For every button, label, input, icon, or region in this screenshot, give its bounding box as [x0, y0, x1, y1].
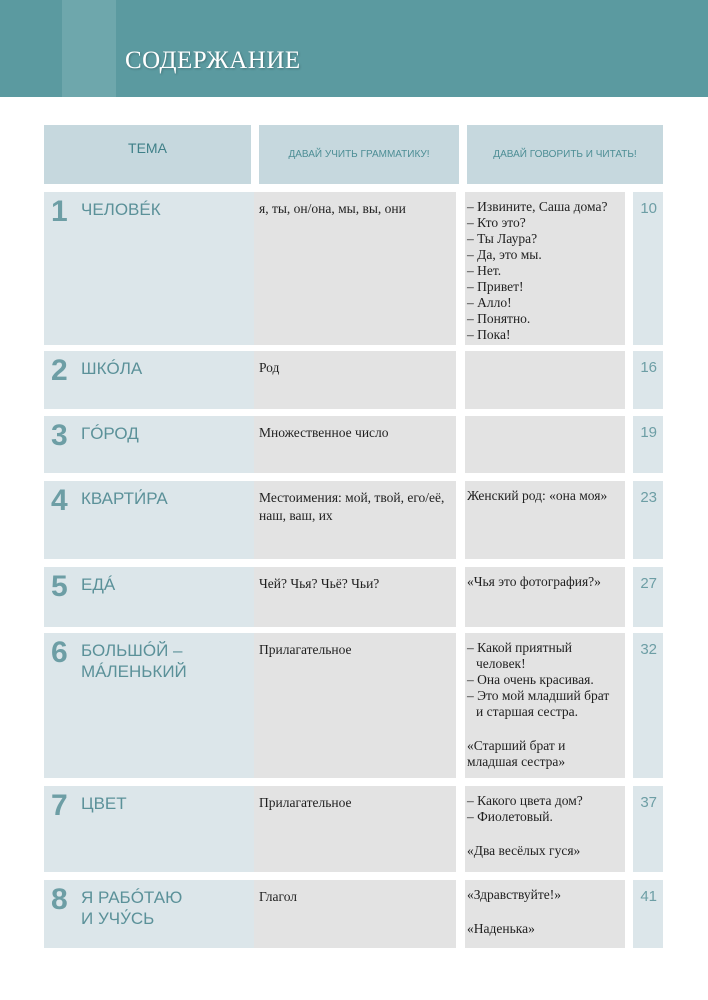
- grammar-cell: [254, 880, 456, 948]
- lesson-row: [44, 351, 663, 409]
- lesson-topic-line: МÁЛЕНЬКИЙ: [81, 662, 187, 681]
- page-number: 16: [640, 359, 657, 376]
- grammar-cell: [254, 786, 456, 872]
- lesson-row: [44, 416, 663, 473]
- topic-cell: [44, 786, 254, 872]
- spacer: [467, 825, 623, 843]
- talk-line: «Наденька»: [467, 921, 535, 936]
- spacer: [467, 903, 623, 921]
- grammar-text: Множественное число: [259, 425, 389, 440]
- talk-text: [467, 887, 623, 937]
- talk-line: – Какого цвета дом?: [467, 793, 583, 808]
- talk-line: «Два весёлых гуся»: [467, 843, 581, 858]
- talk-line: «Чья это фотография?»: [467, 574, 601, 589]
- lesson-topic: [81, 423, 139, 444]
- talk-line: «Старший брат и: [467, 738, 566, 753]
- topic-cell: [44, 481, 254, 559]
- talk-line: – Понятно.: [467, 311, 531, 326]
- grammar-text: Глагол: [259, 889, 298, 904]
- lesson-number: 8: [51, 883, 68, 916]
- lesson-number: 6: [51, 636, 68, 669]
- page-cell: [633, 633, 663, 778]
- grammar-text: я, ты, он/она, мы, вы, они: [259, 201, 406, 216]
- talk-cell: [465, 481, 625, 559]
- grammar-text: Чей? Чья? Чьё? Чьи?: [259, 576, 380, 591]
- talk-text: [467, 574, 623, 590]
- talk-line: «Здравствуйте!»: [467, 887, 561, 902]
- lesson-number: 4: [51, 484, 68, 517]
- lesson-topic-line: ЦВЕТ: [81, 794, 127, 813]
- grammar-text: Прилагательное: [259, 795, 352, 810]
- topic-cell: [44, 567, 254, 627]
- grammar-cell: [254, 416, 456, 473]
- talk-line: младшая сестра»: [467, 754, 566, 769]
- lesson-number: 5: [51, 570, 68, 603]
- lesson-topic-line: Я РАБÓТАЮ: [81, 888, 183, 907]
- grammar-cell: [254, 481, 456, 559]
- grammar-text: Род: [259, 360, 280, 375]
- talk-text: [467, 488, 623, 504]
- page-cell: [633, 880, 663, 948]
- lesson-row: [44, 481, 663, 559]
- talk-line: – Извините, Саша дома?: [467, 199, 608, 214]
- lesson-topic: [81, 793, 127, 814]
- lesson-row: [44, 567, 663, 627]
- header-banner: [0, 0, 708, 97]
- lesson-row: [44, 880, 663, 948]
- page-cell: [633, 567, 663, 627]
- talk-text: [467, 793, 623, 859]
- page-number: 41: [640, 888, 657, 905]
- topic-cell: [44, 351, 254, 409]
- talk-line: – Она очень красивая.: [467, 672, 594, 687]
- talk-line: – Какой приятный: [467, 640, 572, 655]
- topic-cell: [44, 880, 254, 948]
- talk-line: – Привет!: [467, 279, 524, 294]
- lesson-number: 1: [51, 195, 68, 228]
- lesson-row: [44, 633, 663, 778]
- talk-cell: [465, 416, 625, 473]
- banner-stripe: [62, 0, 116, 97]
- column-header-tema: ТЕМА: [44, 125, 251, 184]
- lesson-topic-line: ШКÓЛА: [81, 359, 143, 378]
- talk-line: – Нет.: [467, 263, 502, 278]
- page-cell: [633, 416, 663, 473]
- page-title: СОДЕРЖАНИЕ: [125, 47, 301, 74]
- page-number: 32: [640, 641, 657, 658]
- grammar-cell: [254, 633, 456, 778]
- page-number: 27: [640, 575, 657, 592]
- talk-line: – Да, это мы.: [467, 247, 542, 262]
- talk-line: – Это мой младший брат: [467, 688, 610, 703]
- talk-text: [467, 640, 623, 770]
- talk-cell: [465, 786, 625, 872]
- page-cell: [633, 481, 663, 559]
- lesson-topic-line: КВАРТИ́РА: [81, 489, 168, 508]
- lesson-topic: [81, 574, 115, 595]
- talk-line: и старшая сестра.: [476, 704, 579, 719]
- page-cell: [633, 351, 663, 409]
- lesson-topic-line: ЕДÁ: [81, 575, 116, 594]
- spacer: [467, 720, 623, 738]
- page-number: 19: [640, 424, 657, 441]
- talk-line: – Ты Лаура?: [467, 231, 538, 246]
- column-header-talk: ДАВАЙ ГОВОРИТЬ И ЧИТАТЬ!: [467, 125, 663, 184]
- lesson-topic: [81, 199, 161, 220]
- talk-line: – Фиолетовый.: [467, 809, 553, 824]
- lesson-number: 3: [51, 419, 68, 452]
- talk-line: – Алло!: [467, 295, 512, 310]
- talk-line: человек!: [476, 656, 526, 671]
- lesson-topic-line: БОЛЬШÓЙ –: [81, 641, 183, 660]
- grammar-text: Прилагательное: [259, 642, 352, 657]
- column-header-grammar: ДАВАЙ УЧИТЬ ГРАММАТИКУ!: [259, 125, 459, 184]
- lesson-number: 7: [51, 789, 68, 822]
- talk-cell: [465, 351, 625, 409]
- lesson-topic: [81, 358, 142, 379]
- page-cell: [633, 786, 663, 872]
- lesson-topic-line: И УЧУ́СЬ: [81, 909, 155, 928]
- grammar-cell: [254, 567, 456, 627]
- lesson-topic: [81, 488, 168, 509]
- lesson-number: 2: [51, 354, 68, 387]
- grammar-cell: [254, 351, 456, 409]
- talk-line: – Кто это?: [467, 215, 526, 230]
- lesson-topic-line: ГÓРОД: [81, 424, 139, 443]
- talk-cell: [465, 192, 625, 345]
- topic-cell: [44, 633, 254, 778]
- talk-cell: [465, 567, 625, 627]
- page-number: 23: [640, 489, 657, 506]
- lesson-row: [44, 786, 663, 872]
- lesson-topic: [81, 887, 182, 929]
- grammar-text: Местоимения: мой, твой, его/её, наш, ваш, их: [259, 490, 445, 523]
- lesson-topic: [81, 640, 187, 682]
- talk-line: Женский род: «она моя»: [467, 488, 608, 503]
- topic-cell: [44, 192, 254, 345]
- talk-cell: [465, 633, 625, 778]
- page-number: 37: [640, 794, 657, 811]
- page-cell: [633, 192, 663, 345]
- talk-text: [467, 199, 623, 343]
- grammar-cell: [254, 192, 456, 345]
- talk-line: – Пока!: [467, 327, 511, 342]
- topic-cell: [44, 416, 254, 473]
- page-number: 10: [640, 200, 657, 217]
- lesson-topic-line: ЧЕЛОВÉК: [81, 200, 161, 219]
- talk-cell: [465, 880, 625, 948]
- lesson-row: [44, 192, 663, 345]
